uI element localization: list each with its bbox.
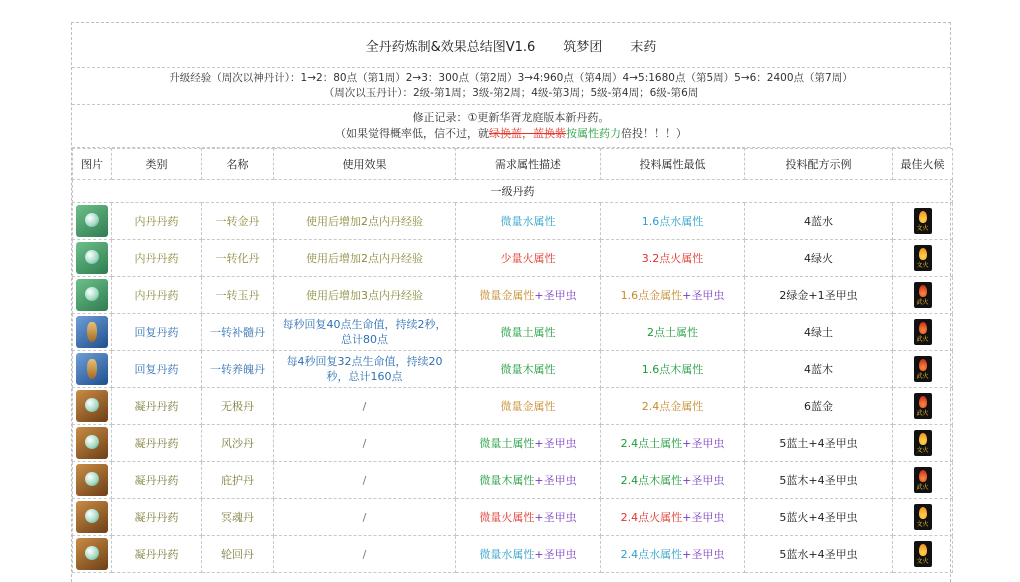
- cell-image: [73, 351, 112, 388]
- fire-icon: [914, 467, 932, 493]
- need-text: 微量木属性: [500, 363, 556, 376]
- brown-orb-icon: [76, 538, 108, 570]
- table-row: [73, 314, 953, 351]
- cell-category: 凝丹丹药: [112, 499, 202, 536]
- fire-icon: [914, 393, 932, 419]
- cell-min: [601, 499, 745, 536]
- cell-min: [601, 351, 745, 388]
- cell-fire: [893, 314, 953, 351]
- fire-label: 文火: [916, 521, 929, 528]
- flame-shape: [919, 396, 927, 408]
- cell-category: 凝丹丹药: [112, 462, 202, 499]
- min-tag: +圣甲虫: [682, 548, 725, 561]
- cell-category: 凝丹丹药: [112, 536, 202, 573]
- table-row: [73, 388, 953, 425]
- cell-name: 一转补髓丹: [202, 314, 274, 351]
- min-text: 2.4点水属性: [620, 548, 683, 561]
- cell-fire: [893, 277, 953, 314]
- fire-icon: [914, 504, 932, 530]
- cell-need: [456, 462, 601, 499]
- min-tag: +圣甲虫: [682, 511, 725, 524]
- cell-effect: /: [274, 462, 456, 499]
- green-pill-dish-icon: [76, 205, 108, 237]
- cell-name: 一转化丹: [202, 240, 274, 277]
- need-tag: +圣甲虫: [534, 474, 577, 487]
- fire-icon: [914, 208, 932, 234]
- orb-shape: [85, 509, 99, 523]
- cell-name: 一转养魄丹: [202, 351, 274, 388]
- pill-table: [72, 148, 953, 573]
- cell-recipe: 4绿火: [745, 240, 893, 277]
- cell-min: [601, 277, 745, 314]
- cell-fire: [893, 536, 953, 573]
- need-tag: +圣甲虫: [534, 548, 577, 561]
- cell-need: [456, 499, 601, 536]
- cell-image: [73, 277, 112, 314]
- cell-fire: [893, 462, 953, 499]
- upgrade-exp: [72, 68, 950, 105]
- min-text: 2.4点土属性: [620, 437, 683, 450]
- header-min: 投料属性最低: [601, 149, 745, 180]
- cell-image: [73, 536, 112, 573]
- title-author: 末药: [630, 39, 657, 55]
- header-effect: 使用效果: [274, 149, 456, 180]
- cell-effect: 使用后增加3点内丹经验: [274, 277, 456, 314]
- cell-fire: [893, 351, 953, 388]
- cell-recipe: 4蓝水: [745, 203, 893, 240]
- cell-recipe: 4蓝木: [745, 351, 893, 388]
- header-image: 图片: [73, 149, 112, 180]
- cell-fire: [893, 240, 953, 277]
- section-row: [73, 180, 953, 203]
- need-text: 微量金属性: [500, 400, 556, 413]
- cell-name: 风沙丹: [202, 425, 274, 462]
- alchemy-sheet: [71, 22, 951, 582]
- blue-vase-icon: [76, 353, 108, 385]
- cell-recipe: 5蓝木+4圣甲虫: [745, 462, 893, 499]
- section-label: 一级丹药: [73, 180, 953, 203]
- table-row: [73, 462, 953, 499]
- fire-icon: [914, 245, 932, 271]
- cell-category: 内丹丹药: [112, 277, 202, 314]
- flame-shape: [919, 285, 927, 297]
- fire-icon: [914, 282, 932, 308]
- fire-icon: [914, 356, 932, 382]
- cell-category: 内丹丹药: [112, 240, 202, 277]
- brown-orb-icon: [76, 501, 108, 533]
- cell-fire: [893, 203, 953, 240]
- revision-pre: （如果觉得概率低，信不过，就: [335, 127, 489, 140]
- min-text: 3.2点火属性: [641, 252, 704, 265]
- min-text: 2点土属性: [647, 326, 698, 339]
- revision-strike: 绿换蓝，蓝换紫: [489, 127, 566, 140]
- fire-icon: [914, 319, 932, 345]
- fire-label: 文火: [916, 558, 929, 565]
- flame-shape: [919, 359, 927, 371]
- cell-min: [601, 388, 745, 425]
- need-tag: +圣甲虫: [534, 511, 577, 524]
- need-text: 少量火属性: [500, 252, 556, 265]
- revision-post: 倍投！！！）: [621, 127, 687, 140]
- cell-fire: [893, 499, 953, 536]
- cell-recipe: 5蓝火+4圣甲虫: [745, 499, 893, 536]
- need-text: 微量土属性: [479, 437, 535, 450]
- cell-recipe: 5蓝土+4圣甲虫: [745, 425, 893, 462]
- need-tag: +圣甲虫: [534, 437, 577, 450]
- need-text: 微量金属性: [479, 289, 535, 302]
- min-tag: +圣甲虫: [682, 437, 725, 450]
- min-tag: +圣甲虫: [682, 289, 725, 302]
- cell-need: [456, 314, 601, 351]
- need-text: 微量土属性: [500, 326, 556, 339]
- flame-shape: [919, 544, 927, 556]
- cell-name: 一转玉丹: [202, 277, 274, 314]
- cell-need: [456, 277, 601, 314]
- cell-name: 轮回丹: [202, 536, 274, 573]
- cell-fire: [893, 425, 953, 462]
- min-text: 1.6点木属性: [641, 363, 704, 376]
- cell-recipe: 4绿土: [745, 314, 893, 351]
- fire-icon: [914, 541, 932, 567]
- cell-need: [456, 240, 601, 277]
- orb-shape: [85, 435, 99, 449]
- cell-name: 庇护丹: [202, 462, 274, 499]
- flame-shape: [919, 433, 927, 445]
- cell-image: [73, 462, 112, 499]
- min-text: 2.4点火属性: [620, 511, 683, 524]
- cell-recipe: 5蓝水+4圣甲虫: [745, 536, 893, 573]
- table-row: [73, 203, 953, 240]
- fire-icon: [914, 430, 932, 456]
- green-pill-dish-icon: [76, 242, 108, 274]
- revision-notes: [72, 105, 950, 148]
- cell-need: [456, 351, 601, 388]
- cell-category: 内丹丹药: [112, 203, 202, 240]
- cell-fire: [893, 388, 953, 425]
- cell-min: [601, 314, 745, 351]
- cell-image: [73, 314, 112, 351]
- flame-shape: [919, 322, 927, 334]
- table-row: [73, 425, 953, 462]
- exp-line-2: （周次以玉丹计）：2级-第1周；3级-第2周；4级-第3周；5级-第4周；6级-第6周: [323, 87, 699, 99]
- sheet-title: [72, 23, 950, 68]
- cell-image: [73, 240, 112, 277]
- fire-label: 武火: [916, 299, 929, 306]
- header-row: [73, 149, 953, 180]
- exp-line-1: 升级经验（周次以神丹计）：1→2：80点（第1周）2→3：300点（第2周）3→4:960点（第4周）4→5:1680点（第5周）5→6：2400点（第7周）: [169, 72, 853, 84]
- cell-effect: 每4秒回复32点生命值，持续20秒，总计160点: [274, 351, 456, 388]
- revision-line-1: 修正记录：①更新华胥龙庭版本新丹药。: [412, 111, 610, 124]
- table-row: [73, 351, 953, 388]
- cell-min: [601, 240, 745, 277]
- fire-label: 文火: [916, 447, 929, 454]
- cell-need: [456, 203, 601, 240]
- cell-category: 凝丹丹药: [112, 425, 202, 462]
- flame-shape: [919, 248, 927, 260]
- cell-name: 一转金丹: [202, 203, 274, 240]
- cell-recipe: 6蓝金: [745, 388, 893, 425]
- cell-effect: /: [274, 388, 456, 425]
- table-row: [73, 277, 953, 314]
- cell-effect: 使用后增加2点内丹经验: [274, 240, 456, 277]
- brown-orb-icon: [76, 427, 108, 459]
- cell-min: [601, 462, 745, 499]
- cell-need: [456, 536, 601, 573]
- need-tag: +圣甲虫: [534, 289, 577, 302]
- table-row: [73, 240, 953, 277]
- brown-orb-icon: [76, 464, 108, 496]
- vase-shape: [87, 359, 97, 379]
- orb-shape: [85, 213, 99, 227]
- orb-shape: [85, 250, 99, 264]
- cell-image: [73, 425, 112, 462]
- need-text: 微量火属性: [479, 511, 535, 524]
- cell-name: 无极丹: [202, 388, 274, 425]
- header-name: 名称: [202, 149, 274, 180]
- title-group: 筑梦团: [563, 39, 603, 55]
- header-recipe: 投料配方示例: [745, 149, 893, 180]
- cell-image: [73, 499, 112, 536]
- orb-shape: [85, 472, 99, 486]
- need-text: 微量木属性: [479, 474, 535, 487]
- vase-shape: [87, 322, 97, 342]
- title-main: 全丹药炼制&效果总结图V1.6: [365, 39, 536, 55]
- cell-image: [73, 203, 112, 240]
- fire-label: 武火: [916, 484, 929, 491]
- min-tag: +圣甲虫: [682, 474, 725, 487]
- flame-shape: [919, 507, 927, 519]
- header-fire: 最佳火候: [893, 149, 953, 180]
- green-pill-dish-icon: [76, 279, 108, 311]
- table-row: [73, 536, 953, 573]
- min-text: 1.6点金属性: [620, 289, 683, 302]
- brown-orb-icon: [76, 390, 108, 422]
- cell-effect: 每秒回复40点生命值，持续2秒，总计80点: [274, 314, 456, 351]
- cell-category: 回复丹药: [112, 314, 202, 351]
- cell-image: [73, 388, 112, 425]
- cell-need: [456, 425, 601, 462]
- fire-label: 文火: [916, 262, 929, 269]
- fire-label: 武火: [916, 336, 929, 343]
- fire-label: 文火: [916, 225, 929, 232]
- min-text: 2.4点木属性: [620, 474, 683, 487]
- blue-vase-icon: [76, 316, 108, 348]
- revision-green: 按属性药力: [566, 127, 621, 140]
- fire-label: 武火: [916, 373, 929, 380]
- cell-effect: /: [274, 425, 456, 462]
- cell-min: [601, 425, 745, 462]
- orb-shape: [85, 546, 99, 560]
- cell-category: 凝丹丹药: [112, 388, 202, 425]
- flame-shape: [919, 470, 927, 482]
- header-need: 需求属性描述: [456, 149, 601, 180]
- need-text: 微量水属性: [479, 548, 535, 561]
- cell-need: [456, 388, 601, 425]
- cell-effect: /: [274, 536, 456, 573]
- cell-effect: /: [274, 499, 456, 536]
- orb-shape: [85, 398, 99, 412]
- header-category: 类别: [112, 149, 202, 180]
- flame-shape: [919, 211, 927, 223]
- cell-name: 冥魂丹: [202, 499, 274, 536]
- min-text: 2.4点金属性: [641, 400, 704, 413]
- cell-min: [601, 203, 745, 240]
- cell-recipe: 2绿金+1圣甲虫: [745, 277, 893, 314]
- orb-shape: [85, 287, 99, 301]
- min-text: 1.6点水属性: [641, 215, 704, 228]
- cell-min: [601, 536, 745, 573]
- need-text: 微量水属性: [500, 215, 556, 228]
- fire-label: 武火: [916, 410, 929, 417]
- revision-line-2: [72, 126, 950, 142]
- cell-category: 回复丹药: [112, 351, 202, 388]
- table-row: [73, 499, 953, 536]
- cell-effect: 使用后增加2点内丹经验: [274, 203, 456, 240]
